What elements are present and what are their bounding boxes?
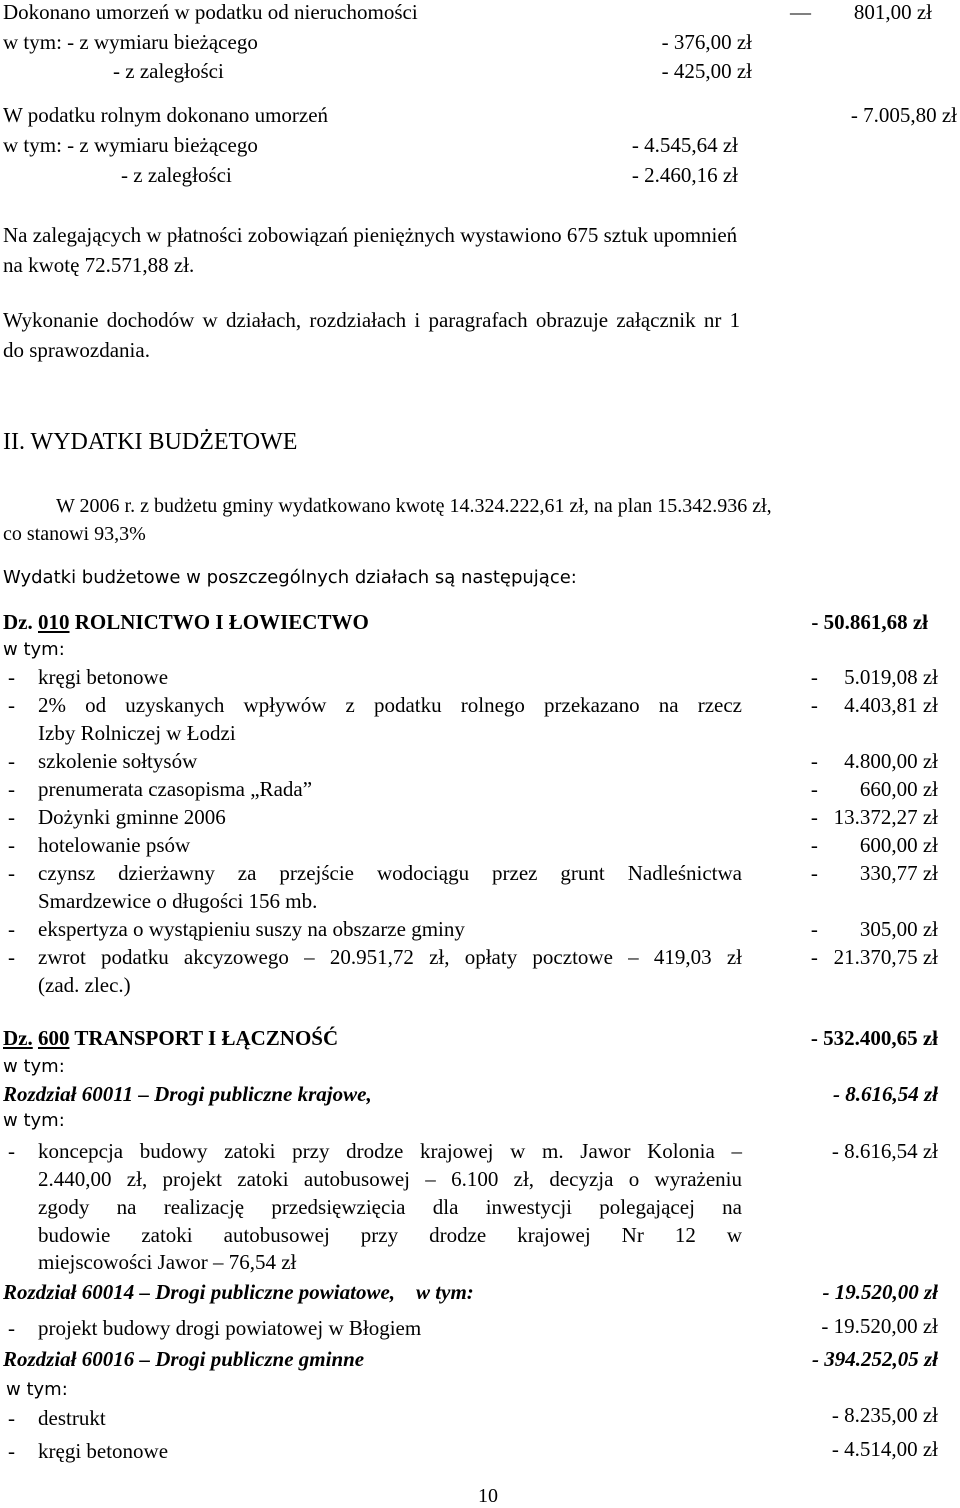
zatoka-line4: budowie zatoki autobusowej przy drodze krajowej Nr 12 w bbox=[38, 1223, 742, 1247]
dz600-wtym: w tym: bbox=[3, 1056, 65, 1077]
agri-current-label: w tym: - z wymiaru bieżącego bbox=[3, 133, 258, 157]
chapter-60014-title bbox=[3, 1280, 474, 1304]
agricultural-tax-amount: - 7.005,80 zł bbox=[850, 103, 957, 127]
chapter-60016-wtym: w tym: bbox=[6, 1379, 68, 1400]
dz-title: ROLNICTWO I ŁOWIECTWO bbox=[69, 610, 369, 634]
zatoka-line1: koncepcja budowy zatoki przy drodze krajowej w m. Jawor Kolonia – bbox=[38, 1139, 742, 1163]
current-assessment-amount: - 376,00 zł bbox=[661, 30, 752, 54]
dz-title: TRANSPORT I ŁĄCZNOŚĆ bbox=[69, 1026, 339, 1050]
dz010-item-text: hotelowanie psów bbox=[38, 833, 191, 857]
list-dash: - bbox=[8, 1139, 15, 1163]
agri-arrears-label: - z zaległości bbox=[121, 163, 232, 187]
destrukt-item: destrukt bbox=[38, 1406, 106, 1430]
list-dash: - bbox=[8, 945, 15, 969]
zatoka-line5: miejscowości Jawor – 76,54 zł bbox=[38, 1250, 297, 1274]
chapter-60011-wtym: w tym: bbox=[3, 1110, 65, 1131]
dz-code: 600 bbox=[38, 1026, 70, 1050]
dz010-item-text-cont: (zad. zlec.) bbox=[38, 973, 131, 997]
list-dash: - bbox=[8, 693, 15, 717]
dz-prefix: Dz. bbox=[3, 1026, 33, 1050]
list-dash: - bbox=[8, 833, 15, 857]
agri-current-amount: - 4.545,64 zł bbox=[631, 133, 738, 157]
expenses-summary-line2: co stanowi 93,3% bbox=[3, 523, 146, 545]
expenses-summary-line1: W 2006 r. z budżetu gminy wydatkowano kwotę 14.324.222,61 zł, na plan 15.342.936 zł, bbox=[56, 495, 772, 517]
powiat-road-item: projekt budowy drogi powiatowej w Błogiem bbox=[38, 1316, 422, 1340]
current-assessment-label: w tym: - z wymiaru bieżącego bbox=[3, 30, 258, 54]
dz010-item-text-cont: Smardzewice o długości 156 mb. bbox=[38, 889, 318, 913]
reminders-paragraph-line1: Na zalegających w płatności zobowiązań pieniężnych wystawiono 675 sztuk upomnień bbox=[3, 223, 738, 247]
tax-remission-line: Dokonano umorzeń w podatku od nieruchomości bbox=[3, 0, 418, 24]
dz010-item-text: prenumerata czasopisma „Rada” bbox=[38, 777, 313, 801]
dz010-item-amount: - 600,00 zł bbox=[810, 833, 938, 857]
arrears-amount: - 425,00 zł bbox=[661, 59, 752, 83]
zatoka-line3: zgody na realizację przedsięwzięcia dla inwestycji polegającej na bbox=[38, 1195, 742, 1219]
dz010-item-amount: - 660,00 zł bbox=[810, 777, 938, 801]
dz600-heading bbox=[3, 1026, 338, 1050]
arrears-label: - z zaległości bbox=[113, 59, 224, 83]
dz010-item-amount: - 21.370,75 zł bbox=[810, 945, 938, 969]
destrukt-amount: - 8.235,00 zł bbox=[831, 1403, 938, 1427]
income-paragraph-line1: Wykonanie dochodów w działach, rozdziałach i paragrafach obrazuje załącznik nr 1 bbox=[3, 308, 741, 332]
list-dash: - bbox=[8, 1439, 15, 1463]
dz010-item-text: kręgi betonowe bbox=[38, 665, 169, 689]
reminders-paragraph-line2: na kwotę 72.571,88 zł. bbox=[3, 253, 195, 277]
list-dash: - bbox=[8, 777, 15, 801]
tax-remission-amount: 801,00 zł bbox=[853, 0, 932, 24]
kregi-amount: - 4.514,00 zł bbox=[831, 1437, 938, 1461]
page-number: 10 bbox=[478, 1485, 498, 1507]
dz010-item-amount: - 330,77 zł bbox=[810, 861, 938, 885]
kregi-item: kręgi betonowe bbox=[38, 1439, 169, 1463]
chapter-60014-amount: - 19.520,00 zł bbox=[822, 1280, 938, 1304]
dz-prefix: Dz. bbox=[3, 610, 33, 634]
chapter-60014-wtym: w tym: bbox=[416, 1280, 474, 1304]
dz010-item-text: 2% od uzyskanych wpływów z podatku rolnego przekazano na rzecz bbox=[38, 693, 742, 717]
list-dash: - bbox=[8, 805, 15, 829]
amount-dash: — bbox=[790, 0, 811, 24]
dz010-item-text-cont: Izby Rolniczej w Łodzi bbox=[38, 721, 236, 745]
chapter-60011-amount: - 8.616,54 zł bbox=[833, 1082, 938, 1106]
dz010-item-amount: - 5.019,08 zł bbox=[810, 665, 938, 689]
dz010-wtym: w tym: bbox=[3, 639, 65, 660]
dz010-item-amount: - 4.800,00 zł bbox=[810, 749, 938, 773]
chapter-60016-amount: - 394.252,05 zł bbox=[812, 1347, 938, 1371]
chapter-60014-name: Rozdział 60014 – Drogi publiczne powiatowe, bbox=[3, 1280, 396, 1304]
agricultural-tax-line: W podatku rolnym dokonano umorzeń bbox=[3, 103, 329, 127]
dz010-item-text: Dożynki gminne 2006 bbox=[38, 805, 226, 829]
dz010-heading bbox=[3, 610, 369, 634]
list-dash: - bbox=[8, 861, 15, 885]
zatoka-amount: - 8.616,54 zł bbox=[831, 1139, 938, 1163]
list-dash: - bbox=[8, 917, 15, 941]
income-paragraph-line2: do sprawozdania. bbox=[3, 338, 150, 362]
dz010-amount: - 50.861,68 zł bbox=[811, 610, 928, 634]
dz010-item-text: czynsz dzierżawny za przejście wodociągu przez grunt Nadleśnictwa bbox=[38, 861, 742, 885]
dz-code: 010 bbox=[38, 610, 70, 634]
list-dash: - bbox=[8, 749, 15, 773]
chapter-60011-title: Rozdział 60011 – Drogi publiczne krajowe, bbox=[3, 1082, 372, 1106]
dz600-amount: - 532.400,65 zł bbox=[810, 1026, 938, 1050]
chapter-60016-title: Rozdział 60016 – Drogi publiczne gminne bbox=[3, 1347, 365, 1371]
dz010-item-amount: - 4.403,81 zł bbox=[810, 693, 938, 717]
list-dash: - bbox=[8, 1316, 15, 1340]
dz010-item-amount: - 305,00 zł bbox=[810, 917, 938, 941]
dz010-item-text: zwrot podatku akcyzowego – 20.951,72 zł, opłaty pocztowe – 419,03 zł bbox=[38, 945, 742, 969]
dz010-item-text: szkolenie sołtysów bbox=[38, 749, 198, 773]
dz010-item-text: ekspertyza o wystąpieniu suszy na obszarze gminy bbox=[38, 917, 465, 941]
section-heading: II. WYDATKI BUDŻETOWE bbox=[3, 429, 298, 455]
zatoka-line2: 2.440,00 zł, projekt zatoki autobusowej – 6.100 zł, decyzja o wyrażeniu bbox=[38, 1167, 742, 1191]
agri-arrears-amount: - 2.460,16 zł bbox=[631, 163, 738, 187]
powiat-road-amount: - 19.520,00 zł bbox=[821, 1314, 938, 1338]
expenses-intro: Wydatki budżetowe w poszczególnych działach są następujące: bbox=[3, 567, 577, 588]
list-dash: - bbox=[8, 1406, 15, 1430]
dz010-item-amount: - 13.372,27 zł bbox=[810, 805, 938, 829]
list-dash: - bbox=[8, 665, 15, 689]
